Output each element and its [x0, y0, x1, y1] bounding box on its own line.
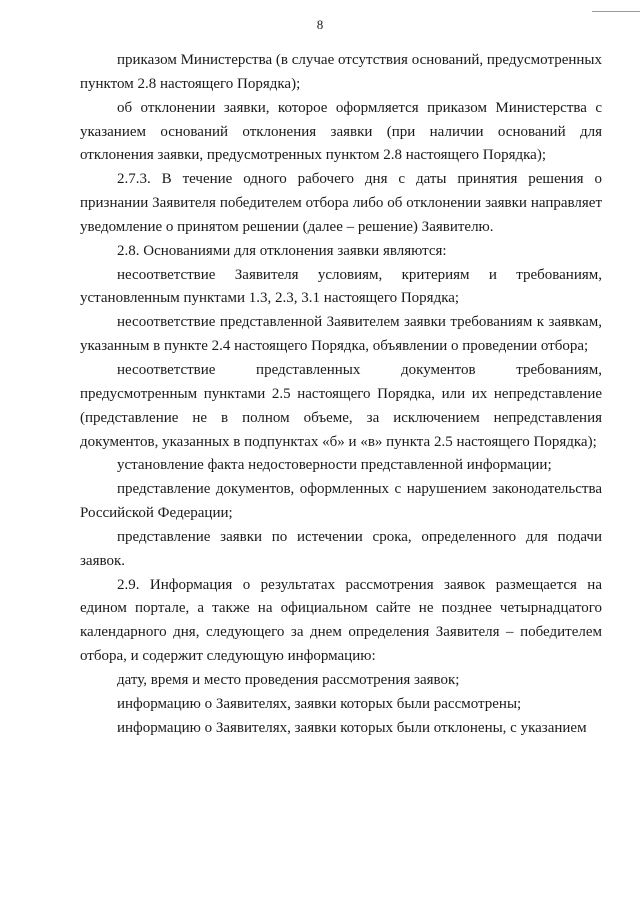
- paragraph-ground-6: представление заявки по истечении срока, определенного для подачи заявок.: [80, 528, 602, 569]
- paragraph-2-7-3: 2.7.3. В течение одного рабочего дня с даты принятия решения о признании Заявителя победителем отбора либо об отклонении заявки направляет уведомление о принятом решении (далее – решение) Заявителю.: [80, 171, 602, 235]
- paragraph-ground-1: несоответствие Заявителя условиям, критериям и требованиям, установленным пунктами 1.3, 2.3, 3.1 настоящего Порядка;: [80, 266, 602, 307]
- paragraph-info-2: информацию о Заявителях, заявки которых были рассмотрены;: [117, 695, 522, 712]
- paragraph-ground-2: несоответствие представленной Заявителем заявки требованиям к заявкам, указанным в пункте 2.4 настоящего Порядка, объявлении о проведении отбора;: [80, 314, 602, 355]
- paragraph-2-8: 2.8. Основаниями для отклонения заявки являются:: [117, 242, 447, 259]
- paragraph-info-3: информацию о Заявителях, заявки которых были отклонены, с указанием: [117, 719, 587, 736]
- paragraph-2-9: 2.9. Информация о результатах рассмотрения заявок размещается на едином портале, а также на официальном сайте не позднее четырнадцатого календарного дня, следующего за днем определения Заявителя – победителем отбора, и содержит следующую информацию:: [80, 576, 602, 665]
- paragraph-ground-3: несоответствие представленных документов требованиям, предусмотренным пунктами 2.5 настоящего Порядка, или их непредставление (представление не в полном объеме, за исключением непредставления документов, указанных в подпунктах «б» и «в» пункта 2.5 настоящего Порядка);: [80, 361, 602, 450]
- paragraph-ground-4: установление факта недостоверности представленной информации;: [117, 457, 552, 474]
- paragraph-approval-order: приказом Министерства (в случае отсутствия оснований, предусмотренных пунктом 2.8 настоящего Порядка);: [80, 52, 602, 92]
- paragraph-ground-5: представление документов, оформленных с нарушением законодательства Российской Федерации;: [80, 481, 602, 522]
- page-number: 8: [316, 17, 324, 32]
- paragraph-info-1: дату, время и место проведения рассмотрения заявок;: [117, 671, 460, 688]
- paragraph-rejection-order: об отклонении заявки, которое оформляется приказом Министерства с указанием оснований отклонения заявки (при наличии оснований для отклонения заявки, предусмотренных пунктом 2.8 настоящего Порядка);: [80, 99, 602, 164]
- corner-mark: [592, 11, 640, 12]
- document-body: [80, 49, 602, 740]
